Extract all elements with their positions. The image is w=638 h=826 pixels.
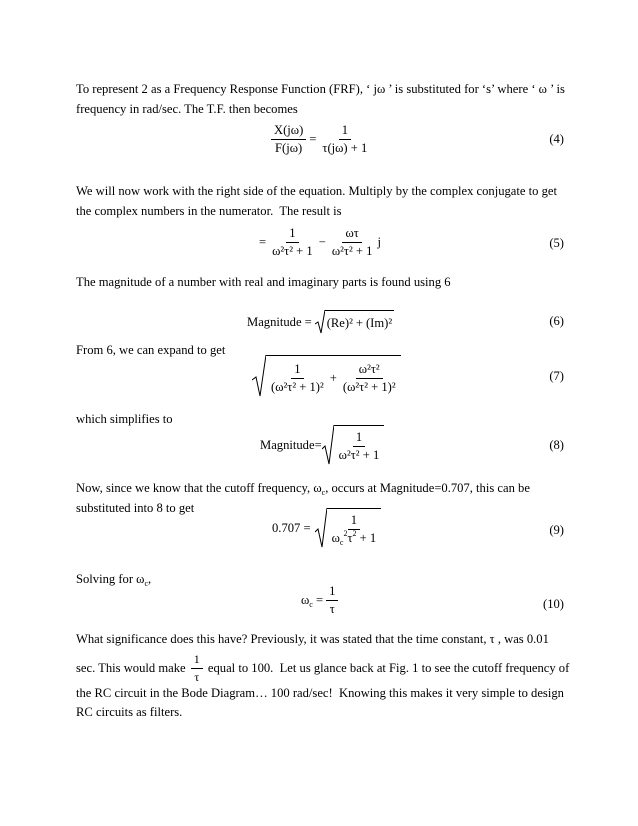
equation-9-number: (9)	[549, 523, 564, 537]
equation-6-number: (6)	[549, 314, 564, 328]
paragraph-expand: From 6, we can expand to get	[76, 343, 226, 357]
eq6-equals: =	[304, 314, 312, 329]
eq4-lhs-fraction	[271, 123, 306, 156]
equation-10-number: (10)	[543, 597, 564, 611]
paragraph-cutoff-text-a: Now, since we know that the cutoff frequency,	[76, 481, 314, 495]
eq8-sqrt	[322, 425, 385, 465]
eq9-denominator: $\omega_c^2\tau^2 + 1$	[331, 529, 377, 547]
eq5-minus: −	[318, 235, 326, 249]
inline-one-over-tau-numerator: 1	[191, 652, 203, 669]
eq10-fraction	[326, 584, 338, 617]
eq10-denominator: τ	[329, 602, 335, 616]
paragraph-frf-intro: To represent 2 as a Frequency Response Function (FRF), ‘ jω ’ is substituted for ‘s’ where ‘ ω ’ is frequency in rad/sec. The T.F. then becomes	[76, 82, 569, 116]
eq7-term1-denominator: (ω²τ² + 1)²	[271, 380, 324, 394]
eq7-plus: +	[329, 371, 337, 385]
eq6-label: Magnitude	[247, 314, 302, 329]
eq5-term1-numerator: 1	[286, 226, 298, 243]
equation-6	[247, 310, 394, 334]
radical-sign-icon	[322, 425, 334, 465]
eq10-numerator: 1	[326, 584, 338, 601]
eq4-lhs-denominator: F(jω)	[275, 141, 303, 155]
omega-c-symbol: $\omega_c$	[136, 572, 149, 588]
radical-sign-icon	[315, 508, 327, 548]
paragraph-cutoff-text-b: , occurs at Magnitude=0.707, this can be substituted into 8 to get	[76, 481, 534, 515]
eq8-denominator: ω²τ² + 1	[338, 448, 380, 462]
inline-one-over-tau	[191, 652, 203, 685]
eq4-rhs-denominator: τ(jω) + 1	[322, 141, 368, 155]
eq5-term1-denominator: ω²τ² + 1	[272, 244, 313, 258]
eq5-term2-denominator: ω²τ² + 1	[331, 244, 373, 258]
eq9-sqrt	[315, 508, 382, 548]
eq8-numerator: 1	[353, 430, 365, 447]
paragraph-significance-line-4: RC circuits as filters.	[76, 705, 183, 719]
eq4-equals: =	[309, 132, 317, 146]
eq6-sqrt	[315, 310, 394, 334]
eq4-rhs-fraction	[319, 123, 370, 156]
eq6-plus: +	[355, 316, 363, 330]
eq8-label: Magnitude=	[260, 437, 322, 452]
eq7-term2-numerator: ω²τ²	[356, 362, 383, 379]
paragraph-solving-text-a: Solving for	[76, 572, 137, 586]
eq5-term1-fraction	[269, 226, 316, 259]
eq4-rhs-numerator: 1	[339, 123, 351, 140]
eq7-term2-fraction	[340, 362, 399, 395]
eq7-radicand	[266, 355, 401, 397]
eq7-term1-fraction	[268, 362, 327, 395]
paragraph-complex-conjugate: We will now work with the right side of the equation. Multiply by the complex conjugate to get the complex numbers in the numerator. The result is	[76, 184, 561, 218]
eq9-fraction	[329, 513, 380, 546]
eq7-term2-denominator: (ω²τ² + 1)²	[342, 380, 396, 394]
paragraph-magnitude-intro: The magnitude of a number with real and imaginary parts is found using 6	[76, 275, 451, 289]
equation-4	[271, 123, 370, 156]
paragraph-significance-line-1: What significance does this have? Previously, it was stated that the time constant, τ , was 0.01	[76, 632, 549, 646]
eq4-lhs-numerator: X(jω)	[271, 123, 306, 140]
eq6-real-part: (Re)²	[326, 316, 353, 330]
radical-sign-icon	[315, 310, 325, 334]
eq5-imaginary-unit: j	[377, 235, 381, 249]
eq9-label: 0.707 =	[272, 520, 311, 535]
paragraph-solving-text-b: ,	[148, 572, 152, 586]
equation-7	[252, 355, 401, 397]
equation-7-number: (7)	[549, 369, 564, 383]
equation-8	[260, 425, 384, 465]
eq7-term1-numerator: 1	[291, 362, 303, 379]
eq8-radicand	[334, 425, 385, 465]
paragraph-significance-line-3: the RC circuit in the Bode Diagram… 100 rad/sec! Knowing this makes it very simple to design	[76, 686, 564, 700]
omega-c-symbol: $\omega_c$	[313, 481, 326, 497]
radical-sign-icon	[252, 355, 266, 397]
significance-text-b: equal to 100. Let us glance back at Fig. 1 to see the cutoff frequency of	[204, 660, 570, 675]
eq8-fraction	[336, 430, 383, 463]
eq9-radicand	[327, 508, 382, 548]
eq5-term2-numerator: ωτ	[342, 226, 361, 243]
equation-8-number: (8)	[549, 438, 564, 452]
significance-text-a: sec. This would make	[76, 660, 189, 675]
paragraph-simplifies: which simplifies to	[76, 412, 173, 426]
eq6-radicand	[325, 310, 394, 334]
eq6-imag-part: (Im)²	[365, 316, 393, 330]
paragraph-significance-line-2	[76, 652, 576, 685]
equation-5	[256, 226, 381, 259]
eq10-label: $\omega_c$ =	[301, 593, 324, 609]
inline-one-over-tau-denominator: τ	[194, 670, 200, 684]
equation-10	[301, 584, 338, 617]
eq5-equals: =	[259, 235, 267, 249]
equation-4-number: (4)	[549, 132, 564, 146]
equation-9	[272, 508, 381, 548]
eq5-term2-fraction	[329, 226, 376, 259]
eq7-sqrt	[252, 355, 401, 397]
eq9-numerator: 1	[348, 513, 360, 530]
equation-5-number: (5)	[549, 236, 564, 250]
